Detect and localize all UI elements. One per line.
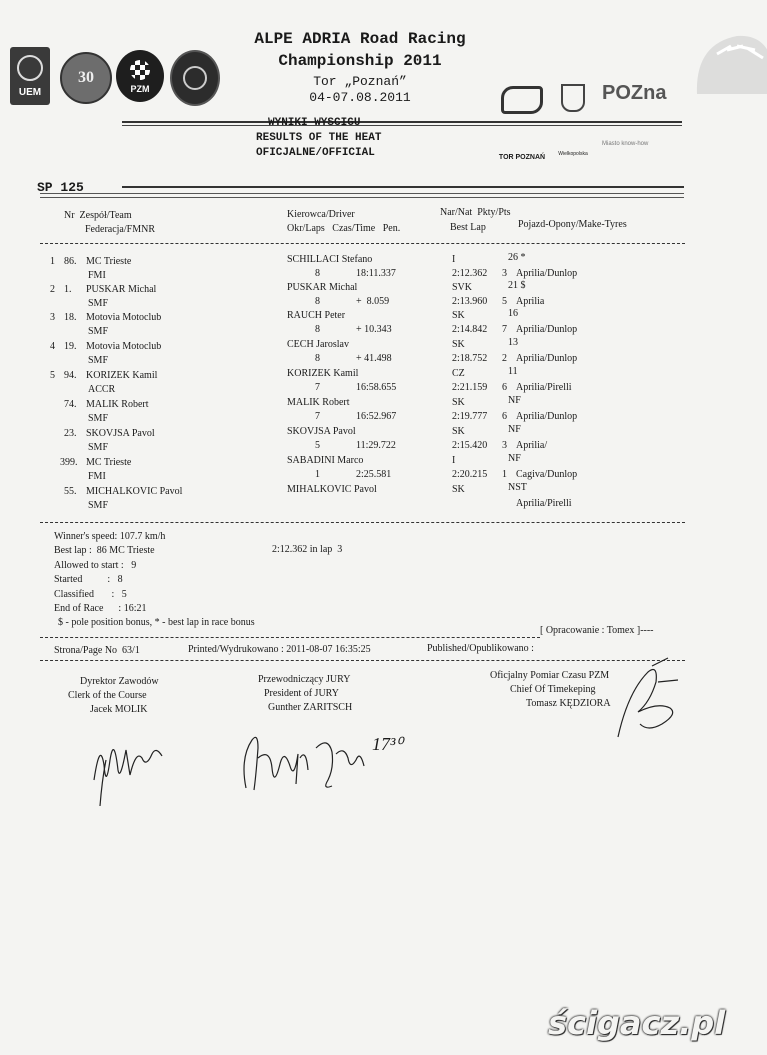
jury-title-en: President of JURY	[264, 688, 339, 699]
poznan-city-logo: POZna Miasto know-how	[602, 82, 667, 147]
row-laps: 8	[315, 268, 320, 279]
row-nr: 19.	[64, 341, 77, 352]
col-laps-time-pen: Okr/Laps Czas/Time Pen.	[287, 223, 401, 234]
row-bestlap: 3	[502, 268, 507, 279]
row-best: 2:19.777	[452, 411, 488, 422]
best-lap-summary: Best lap : 86 MC Trieste	[54, 545, 155, 556]
row-driver: KORIZEK Kamil	[287, 368, 359, 379]
row-nat: CZ	[452, 368, 465, 379]
row-pts: 26 *	[508, 252, 526, 263]
row-bestlap: 2	[502, 353, 507, 364]
row-nat: I	[452, 254, 456, 265]
row-team: Motovia Motoclub	[86, 312, 162, 323]
clerk-title-en: Clerk of the Course	[68, 690, 147, 701]
row-nat: SVK	[452, 282, 473, 293]
jury-name: Gunther ZARITSCH	[268, 702, 353, 713]
row-laps: 8	[315, 353, 320, 364]
row-nr: 94.	[64, 370, 77, 381]
table-header-rule	[40, 243, 685, 244]
row-driver: CECH Jaroslav	[287, 339, 349, 350]
row-nr: 18.	[64, 312, 77, 323]
allowed-to-start: Allowed to start : 9	[54, 560, 137, 571]
row-best: 2:12.362	[452, 268, 488, 279]
row-driver: SABADINI Marco	[287, 455, 364, 466]
classified-count: Classified : 5	[54, 589, 127, 600]
jury-signature	[236, 718, 436, 808]
started-count: Started : 8	[54, 574, 123, 585]
col-vehicle: Pojazd-Opony/Make-Tyres	[518, 219, 627, 230]
col-federation: Federacja/FMNR	[85, 224, 155, 235]
doc-title-line1: WYNIKI WYSCIGU	[268, 117, 361, 129]
row-pos: 5	[50, 370, 55, 381]
row-team: MALIK Robert	[86, 399, 149, 410]
row-laps: 8	[315, 296, 320, 307]
row-laps: 7	[315, 382, 320, 393]
row-pos: 2	[50, 284, 55, 295]
row-bestlap: 1	[502, 469, 507, 480]
row-nr: 74.	[64, 399, 77, 410]
row-best: 2:13.960	[452, 296, 488, 307]
timing-name: Tomasz KĘDZIORA	[526, 698, 611, 709]
col-nat-pts: Nar/Nat Pkty/Pts	[440, 207, 511, 218]
uem-logo: UEM	[10, 47, 50, 105]
row-pts: NF	[508, 395, 521, 406]
bonus-note: $ - pole position bonus, * - best lap in race bonus	[58, 617, 255, 628]
col-nr-team: Nr Zespół/Team	[64, 210, 132, 221]
row-nr: 86.	[64, 256, 77, 267]
row-fed: SMF	[88, 413, 109, 424]
row-nat: SK	[452, 484, 465, 495]
venue: Tor „Poznań”	[313, 74, 407, 89]
row-fed: ACCR	[88, 384, 116, 395]
row-time: 16:58.655	[356, 382, 397, 393]
row-nr: 55.	[64, 486, 77, 497]
tor-poznan-logo: TOR POZNAŃ	[496, 50, 548, 88]
class-separator-3	[40, 197, 684, 198]
row-best: 2:18.752	[452, 353, 488, 364]
wielkopolska-crest-logo: Wielkopolska	[556, 48, 590, 90]
row-nr: 399.	[60, 457, 78, 468]
row-team: MC Trieste	[86, 256, 132, 267]
row-best: 2:21.159	[452, 382, 488, 393]
championship-title-line1: ALPE ADRIA Road Racing	[254, 30, 466, 48]
header-separator	[122, 121, 682, 123]
row-make: Aprilia/Dunlop	[516, 268, 578, 279]
pzm-logo: PZM	[116, 50, 164, 102]
winner-speed: Winner's speed: 107.7 km/h	[54, 531, 166, 542]
row-driver: SCHILLACI Stefano	[287, 254, 373, 265]
championship-title-line2: Championship 2011	[278, 52, 442, 70]
row-team: PUSKAR Michal	[86, 284, 157, 295]
row-time: + 8.059	[356, 296, 390, 307]
row-best: 2:20.215	[452, 469, 488, 480]
row-fed: SMF	[88, 298, 109, 309]
row-nr: 23.	[64, 428, 77, 439]
clerk-name: Jacek MOLIK	[90, 704, 148, 715]
row-fed: SMF	[88, 326, 109, 337]
jury-signature-time: 17³⁰	[372, 734, 403, 754]
scigacz-watermark: ścigacz.pl	[548, 1004, 726, 1042]
class-separator	[122, 186, 684, 188]
row-pos: 3	[50, 312, 55, 323]
row-laps: 5	[315, 440, 320, 451]
doc-title-line3: OFICJALNE/OFFICIAL	[256, 147, 375, 159]
row-nat: SK	[452, 426, 465, 437]
row-time: 2:25.581	[356, 469, 392, 480]
class-name: SP 125	[37, 180, 84, 195]
row-fed: SMF	[88, 500, 109, 511]
row-time: 18:11.337	[356, 268, 396, 279]
clerk-signature	[86, 720, 196, 810]
row-best: 2:15.420	[452, 440, 488, 451]
row-fed: SMF	[88, 442, 109, 453]
header-separator-thin	[122, 125, 682, 126]
summary-rule	[40, 522, 685, 523]
corner-helmet-watermark-icon	[668, 6, 758, 96]
row-time: + 10.343	[356, 324, 392, 335]
col-best-lap: Best Lap	[450, 222, 486, 233]
club-crest-logo	[170, 50, 220, 106]
footer-rule	[40, 660, 685, 661]
row-make: Aprilia/Pirelli	[516, 498, 572, 509]
row-team: MICHALKOVIC Pavol	[86, 486, 183, 497]
event-dates: 04-07.08.2011	[309, 90, 411, 105]
printed-timestamp: Printed/Wydrukowano : 2011-08-07 16:35:25	[188, 644, 371, 655]
row-nr: 1.	[64, 284, 72, 295]
row-pts: NF	[508, 453, 521, 464]
row-bestlap: 6	[502, 411, 507, 422]
timing-signature	[598, 652, 688, 742]
row-bestlap: 3	[502, 440, 507, 451]
row-laps: 7	[315, 411, 320, 422]
row-make: Aprilia/Dunlop	[516, 324, 578, 335]
row-make: Aprilia/	[516, 440, 548, 451]
row-fed: FMI	[88, 471, 106, 482]
row-time: + 41.498	[356, 353, 392, 364]
row-time: 11:29.722	[356, 440, 396, 451]
prepared-by: [ Opracowanie : Tomex ]----	[540, 625, 654, 636]
jury-title-pl: Przewodniczący JURY	[258, 674, 351, 685]
row-nat: I	[452, 455, 456, 466]
row-team: KORIZEK Kamil	[86, 370, 158, 381]
row-fed: SMF	[88, 355, 109, 366]
end-of-race: End of Race : 16:21	[54, 603, 147, 614]
row-make: Cagiva/Dunlop	[516, 469, 578, 480]
row-pts: 21 $	[508, 280, 526, 291]
row-pts: NF	[508, 424, 521, 435]
timing-title-en: Chief Of Timekeping	[510, 684, 596, 695]
timing-title-pl: Oficjalny Pomiar Czasu PZM	[490, 670, 610, 681]
row-pos: 1	[50, 256, 55, 267]
row-pts: 16	[508, 308, 518, 319]
row-bestlap: 6	[502, 382, 507, 393]
row-pos: 4	[50, 341, 55, 352]
row-bestlap: 5	[502, 296, 507, 307]
page-number: Strona/Page No 63/1	[54, 645, 140, 656]
row-team: MC Trieste	[86, 457, 132, 468]
row-driver: PUSKAR Michal	[287, 282, 358, 293]
row-best: 2:14.842	[452, 324, 488, 335]
row-fed: FMI	[88, 270, 106, 281]
row-make: Aprilia/Dunlop	[516, 353, 578, 364]
doc-title-line2: RESULTS OF THE HEAT	[256, 132, 382, 144]
row-driver: MALIK Robert	[287, 397, 350, 408]
row-make: Aprilia/Pirelli	[516, 382, 572, 393]
row-pts: 11	[508, 366, 518, 377]
row-time: 16:52.967	[356, 411, 397, 422]
anniversary-30-logo: 30	[60, 52, 112, 104]
row-driver: SKOVJSA Pavol	[287, 426, 356, 437]
best-lap-detail: 2:12.362 in lap 3	[272, 544, 343, 555]
row-make: Aprilia	[516, 296, 545, 307]
row-laps: 1	[315, 469, 320, 480]
row-driver: RAUCH Peter	[287, 310, 346, 321]
class-separator-2	[40, 193, 684, 194]
row-make: Aprilia/Dunlop	[516, 411, 578, 422]
row-pts: 13	[508, 337, 518, 348]
row-team: SKOVJSA Pavol	[86, 428, 155, 439]
published-label: Published/Opublikowano :	[427, 643, 534, 654]
row-nat: SK	[452, 339, 465, 350]
prepared-by-rule	[40, 637, 540, 638]
row-nat: SK	[452, 397, 465, 408]
row-driver: MIHALKOVIC Pavol	[287, 484, 377, 495]
row-nat: SK	[452, 310, 465, 321]
row-pts: NST	[508, 482, 527, 493]
row-bestlap: 7	[502, 324, 507, 335]
clerk-title-pl: Dyrektor Zawodów	[80, 676, 159, 687]
col-driver: Kierowca/Driver	[287, 209, 355, 220]
row-team: Motovia Motoclub	[86, 341, 162, 352]
row-laps: 8	[315, 324, 320, 335]
